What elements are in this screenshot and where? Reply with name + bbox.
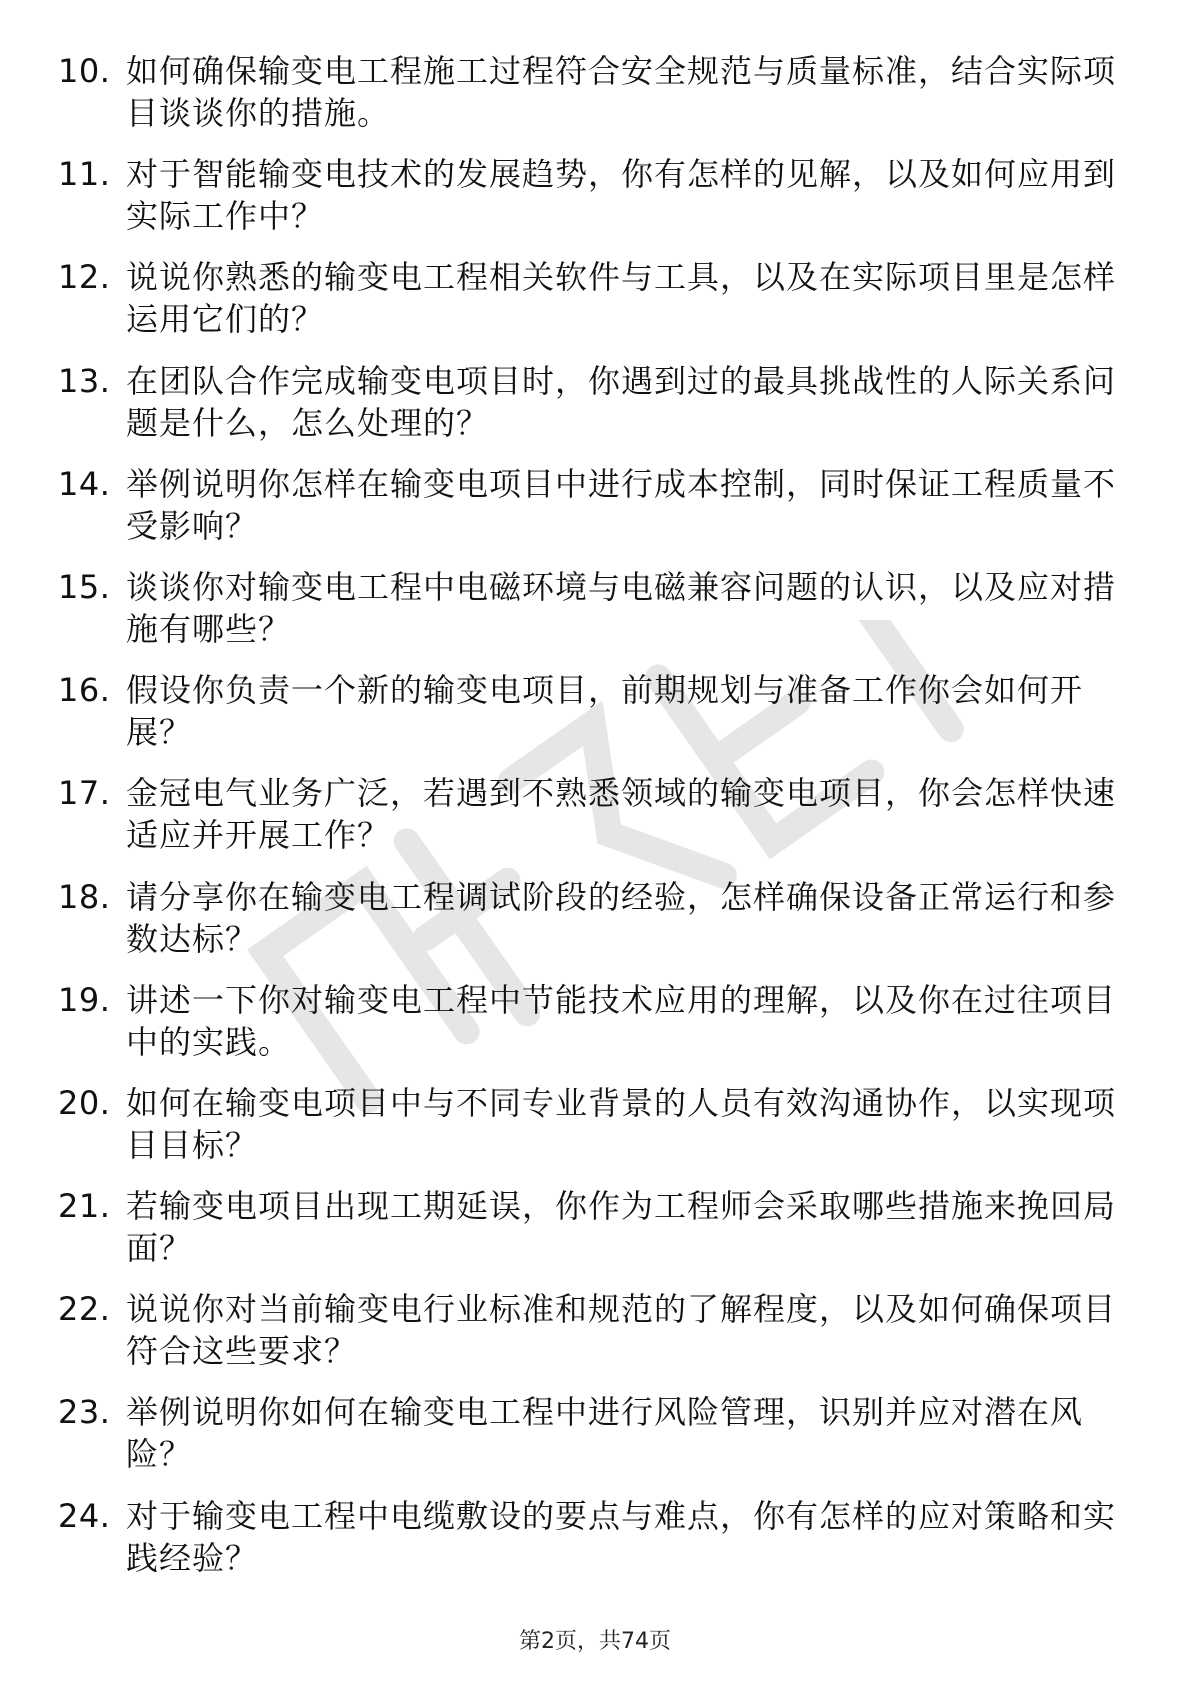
question-number: 15. <box>58 567 111 606</box>
question-number: 13. <box>58 361 111 400</box>
question-item <box>58 256 1118 359</box>
question-text: 金冠电气业务广泛，若遇到不熟悉领域的输变电项目，你会怎样快速适应并开展工作？ <box>126 774 1117 855</box>
question-item <box>58 360 1118 463</box>
question-item <box>58 1288 1118 1391</box>
question-text: 对于输变电工程中电缆敷设的要点与难点，你有怎样的应对策略和实践经验？ <box>126 1496 1117 1577</box>
question-item <box>58 979 1118 1082</box>
question-number: 12. <box>58 258 111 297</box>
question-item <box>58 463 1118 566</box>
question-item <box>58 772 1118 875</box>
question-text: 如何在输变电项目中与不同专业背景的人员有效沟通协作，以实现项目目标？ <box>126 1083 1117 1164</box>
question-text: 说说你熟悉的输变电工程相关软件与工具，以及在实际项目里是怎样运用它们的？ <box>126 258 1117 339</box>
question-number: 11. <box>58 155 111 194</box>
question-number: 20. <box>58 1083 111 1122</box>
question-text: 在团队合作完成输变电项目时，你遇到过的最具挑战性的人际关系问题是什么，怎么处理的？ <box>126 361 1117 442</box>
question-text: 讲述一下你对输变电工程中节能技术应用的理解，以及你在过往项目中的实践。 <box>126 980 1117 1061</box>
page-footer: 第2页，共74页 <box>519 1629 671 1654</box>
question-item <box>58 50 1118 153</box>
question-text: 说说你对当前输变电行业标准和规范的了解程度，以及如何确保项目符合这些要求？ <box>126 1290 1117 1371</box>
question-text: 谈谈你对输变电工程中电磁环境与电磁兼容问题的认识，以及应对措施有哪些？ <box>126 567 1117 648</box>
question-number: 24. <box>58 1496 111 1535</box>
question-text: 若输变电项目出现工期延误，你作为工程师会采取哪些措施来挽回局面？ <box>126 1187 1117 1268</box>
question-number: 23. <box>58 1393 111 1432</box>
question-text: 举例说明你如何在输变电工程中进行风险管理，识别并应对潜在风险？ <box>126 1393 1084 1474</box>
question-item <box>58 876 1118 979</box>
question-text: 对于智能输变电技术的发展趋势，你有怎样的见解，以及如何应用到实际工作中？ <box>126 155 1117 236</box>
question-item <box>58 1495 1118 1598</box>
question-list <box>58 50 1118 1598</box>
question-text: 举例说明你怎样在输变电项目中进行成本控制，同时保证工程质量不受影响？ <box>126 464 1117 545</box>
question-item <box>58 1082 1118 1185</box>
question-number: 14. <box>58 464 111 503</box>
question-number: 10. <box>58 52 111 90</box>
question-number: 22. <box>58 1290 111 1329</box>
question-item <box>58 1185 1118 1288</box>
question-item <box>58 669 1118 772</box>
question-item <box>58 1391 1118 1494</box>
question-number: 18. <box>58 877 111 916</box>
question-number: 17. <box>58 774 111 813</box>
question-text: 如何确保输变电工程施工过程符合安全规范与质量标准，结合实际项目谈谈你的措施。 <box>126 52 1117 132</box>
question-number: 19. <box>58 980 111 1019</box>
question-text: 请分享你在输变电工程调试阶段的经验，怎样确保设备正常运行和参数达标？ <box>126 877 1117 958</box>
question-text: 假设你负责一个新的输变电项目，前期规划与准备工作你会如何开展？ <box>126 671 1084 752</box>
question-item <box>58 566 1118 669</box>
question-number: 21. <box>58 1187 111 1226</box>
question-number: 16. <box>58 671 111 710</box>
question-item <box>58 153 1118 256</box>
